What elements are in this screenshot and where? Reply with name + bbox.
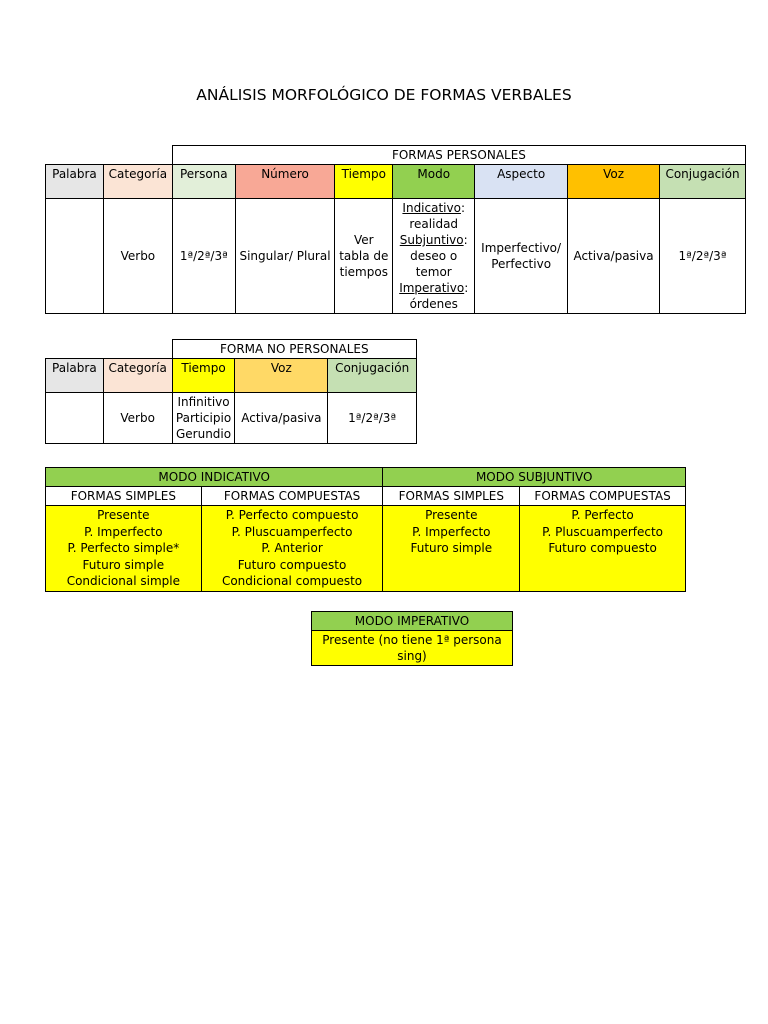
- list-item: P. Pluscuamperfecto: [231, 524, 353, 539]
- list-item: Futuro compuesto: [548, 541, 657, 555]
- header-persona: Persona: [172, 165, 235, 199]
- header-palabra: Palabra: [46, 359, 104, 393]
- cell-persona: 1ª/2ª/3ª: [172, 199, 235, 314]
- cell-tiempo: Ver tabla de tiempos: [335, 199, 393, 314]
- header-tiempo: Tiempo: [172, 359, 235, 393]
- header-voz: Voz: [568, 165, 660, 199]
- list-item: P. Perfecto: [571, 508, 634, 522]
- nonpersonal-forms-table: [45, 339, 417, 444]
- cell-conjugacion: 1ª/2ª/3ª: [328, 393, 417, 444]
- list-item: Futuro simple: [82, 557, 165, 572]
- tiempo-infinitivo: Infinitivo: [177, 395, 230, 409]
- cell-conjugacion: 1ª/2ª/3ª: [660, 199, 746, 314]
- header-voz: Voz: [235, 359, 328, 393]
- tiempo-gerundio: Gerundio: [175, 427, 232, 441]
- list-item: Condicional compuesto: [221, 574, 363, 588]
- list-item: P. Perfecto compuesto: [225, 508, 359, 522]
- header-conjugacion: Conjugación: [328, 359, 417, 393]
- list-item: P. Imperfecto: [412, 524, 491, 539]
- tiempo-participio: Participio: [175, 411, 232, 425]
- subjuntivo-simples-label: FORMAS SIMPLES: [383, 487, 520, 506]
- indicativo-simples-label: FORMAS SIMPLES: [46, 487, 202, 506]
- empty-corner: [46, 146, 173, 165]
- empty-corner: [46, 340, 173, 359]
- imperativo-header: MODO IMPERATIVO: [312, 612, 513, 631]
- modo-indicativo: Indicativo: realidad: [402, 201, 465, 231]
- header-modo: Modo: [393, 165, 475, 199]
- cell-voz: Activa/pasiva: [568, 199, 660, 314]
- list-item: P. Perfecto simple*: [67, 541, 180, 555]
- cell-palabra: [46, 199, 104, 314]
- list-item: P. Anterior: [261, 541, 323, 555]
- modo-subjuntivo: Subjuntivo: deseo o temor: [399, 233, 468, 279]
- list-item: P. Pluscuamperfecto: [542, 524, 664, 539]
- list-item: P. Imperfecto: [84, 524, 163, 539]
- personal-group-header: FORMAS PERSONALES: [172, 146, 745, 165]
- header-conjugacion: Conjugación: [660, 165, 746, 199]
- tenses-table: [45, 467, 686, 592]
- header-categoria: Categoría: [103, 165, 172, 199]
- imperativo-table: [311, 611, 513, 666]
- cell-categoria: Verbo: [103, 199, 172, 314]
- list-item: Futuro compuesto: [237, 557, 347, 572]
- list-item: Presente: [97, 508, 150, 522]
- cell-palabra: [46, 393, 104, 444]
- indicativo-header: MODO INDICATIVO: [46, 468, 383, 487]
- nonpersonal-group-header: FORMA NO PERSONALES: [172, 340, 416, 359]
- subjuntivo-compuestas-label: FORMAS COMPUESTAS: [520, 487, 686, 506]
- list-item: Presente: [425, 508, 478, 522]
- cell-aspecto: Imperfectivo/ Perfectivo: [475, 199, 568, 314]
- cell-voz: Activa/pasiva: [235, 393, 328, 444]
- subjuntivo-simples-list: [383, 506, 520, 592]
- subjuntivo-compuestas-list: [520, 506, 686, 592]
- header-palabra: Palabra: [46, 165, 104, 199]
- indicativo-compuestas-label: FORMAS COMPUESTAS: [201, 487, 383, 506]
- imperativo-text: Presente (no tiene 1ª persona sing): [312, 631, 513, 666]
- cell-tiempo: [172, 393, 235, 444]
- header-numero: Número: [235, 165, 335, 199]
- page-title: ANÁLISIS MORFOLÓGICO DE FORMAS VERBALES: [196, 86, 572, 104]
- cell-modo: [393, 199, 475, 314]
- cell-categoria: Verbo: [103, 393, 172, 444]
- personal-forms-table: [45, 145, 746, 314]
- header-categoria: Categoría: [103, 359, 172, 393]
- cell-numero: Singular/ Plural: [235, 199, 335, 314]
- indicativo-compuestas-list: [201, 506, 383, 592]
- indicativo-simples-list: [46, 506, 202, 592]
- modo-imperativo: Imperativo: órdenes: [399, 281, 469, 311]
- header-aspecto: Aspecto: [475, 165, 568, 199]
- header-tiempo: Tiempo: [335, 165, 393, 199]
- list-item: Condicional simple: [66, 574, 180, 588]
- subjuntivo-header: MODO SUBJUNTIVO: [383, 468, 686, 487]
- list-item: Futuro simple: [410, 541, 493, 555]
